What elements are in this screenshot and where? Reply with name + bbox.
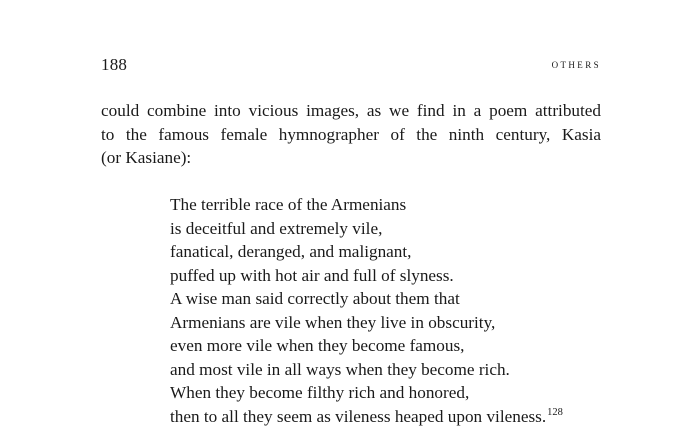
section-title: others xyxy=(551,57,601,71)
poem-line: Armenians are vile when they live in obscurity, xyxy=(170,312,496,332)
poem-line-text: then to all they seem as vileness heaped upon vileness. xyxy=(170,406,547,426)
poem-line: and most vile in all ways when they become rich. xyxy=(170,359,510,379)
poem-line: A wise man said correctly about them that xyxy=(170,289,460,308)
body-paragraph xyxy=(101,99,601,170)
poem-block xyxy=(170,193,563,428)
body-line: (or Kasiane): xyxy=(101,148,192,167)
poem-line: even more vile when they become famous, xyxy=(170,336,465,355)
poem-line: When they become filthy rich and honored, xyxy=(170,383,470,402)
body-line: to the famous female hymnographer of the ninth century, Kasia xyxy=(101,124,601,144)
footnote-reference[interactable]: 128 xyxy=(547,406,563,418)
poem-line: The terrible race of the Armenians xyxy=(170,195,407,214)
body-line: could combine into vicious images, as we find in a poem attributed xyxy=(101,101,601,120)
poem-line: fanatical, deranged, and malignant, xyxy=(170,242,412,261)
poem-line: is deceitful and extremely vile, xyxy=(170,218,383,238)
running-head xyxy=(101,55,601,77)
page-number: 188 xyxy=(101,55,128,74)
poem-line: puffed up with hot air and full of slyness. xyxy=(170,265,454,285)
poem-line-last xyxy=(170,405,563,429)
